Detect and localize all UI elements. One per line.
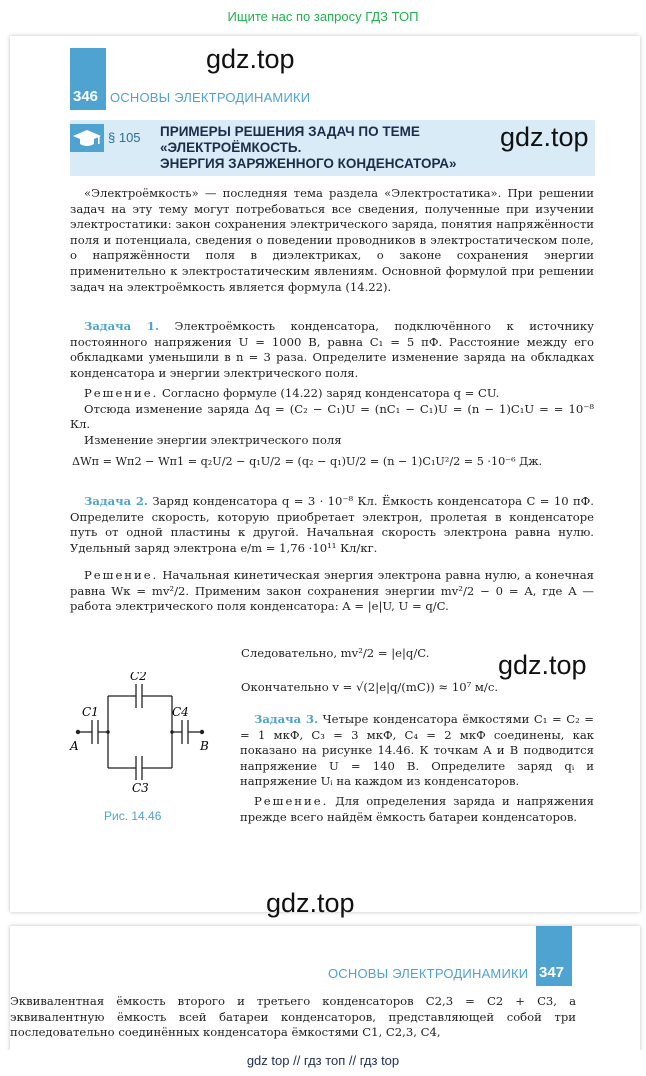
circuit-figure [68, 672, 218, 792]
task-3-label: Задача 3. [254, 712, 319, 726]
task-1-label: Задача 1. [84, 319, 160, 333]
page-347-text: Эквивалентная ёмкость второго и третьего конденсаторов C2,3 = C2 + C3, а эквивалентную ёмкость всей батареи конденсаторов, представляющей собой три последовательно соединённых конденсатора ёмкостями C1, C2,3, C4, [10, 994, 576, 1040]
section-title-line-2: «ЭЛЕКТРОЁМКОСТЬ. [160, 140, 302, 155]
watermark-4: gdz.top [266, 888, 355, 918]
watermark-3: gdz.top [498, 650, 587, 680]
section-title-line-3: ЭНЕРГИЯ ЗАРЯЖЕННОГО КОНДЕНСАТОРА» [160, 156, 457, 171]
c3-label: C3 [132, 781, 149, 792]
section-title [160, 124, 457, 172]
solution-2-consequently: Следовательно, mv²/2 = |e|q/C. [241, 646, 430, 660]
footer-links[interactable]: gdz top // гдз топ // гдз top [0, 1050, 646, 1076]
task-2-label: Задача 2. [84, 494, 148, 508]
solution-2-label: Решение. [84, 568, 159, 582]
task-3-text: Четыре конденсатора ёмкостями C₁ = C₂ = = 1 мкФ, C₃ = 3 мкФ, C₄ = 2 мкФ соединены, как показано на рисунке 14.46. К точкам A и B подводится напряжение U = 140 В. Определите заряд qᵢ и напряжение Uᵢ на каждом из конденсаторов. [240, 712, 594, 789]
section-number: § 105 [108, 130, 141, 145]
task-1 [70, 319, 594, 381]
page-347 [10, 926, 640, 1056]
solution-2-text: Начальная кинетическая энергия электрона равна нулю, а конечная равна Wк = mv²/2. Применим закон сохранения энергии mv²/2 − 0 = A, где A — работа электрического поля конденсатора: A = |e|U, U = q/C. [70, 568, 594, 614]
solution-1-line-3: Изменение энергии электрического поля [84, 432, 342, 447]
solution-1-line-2: Отсюда изменение заряда Δq = (C₂ − C₁)U = (nC₁ − C₁)U = (n − 1)C₁U = = 10⁻⁸ Кл. [70, 401, 594, 432]
point-b-label: B [200, 739, 209, 753]
running-head: ОСНОВЫ ЭЛЕКТРОДИНАМИКИ [110, 90, 311, 105]
graduation-cap-icon [70, 124, 104, 152]
page-number: 346 [73, 88, 99, 105]
c4-label: C4 [172, 705, 189, 719]
figure-caption: Рис. 14.46 [104, 809, 162, 823]
solution-3 [240, 794, 594, 825]
task-2 [70, 494, 594, 556]
solution-3-label: Решение. [254, 794, 329, 808]
solution-2-final: Окончательно v = √(2|e|q/(mC)) ≈ 10⁷ м/с. [241, 680, 499, 694]
watermark-2: gdz.top [500, 122, 589, 152]
watermark-1: gdz.top [206, 44, 295, 74]
point-a-label: A [70, 739, 79, 753]
c1-label: C1 [82, 705, 99, 719]
top-banner[interactable]: Ищите нас по запросу ГДЗ ТОП [227, 9, 419, 24]
page-number-347: 347 [539, 964, 565, 981]
intro-paragraph: «Электроёмкость» — последняя тема раздела «Электростатика». При решении задач на эту тему могут потребоваться все сведения, полученные при изучении электростатики: закон сохранения электрического заряда, понятия напряжённости поля и потенциала, сведения о поведении проводников в электростатическом поле, о напряжённости поля в диэлектриках, о законе сохранения энергии применительно к электростатическим явлениям. Основной формулой при решении задач на электроёмкость является формула (14.22). [70, 186, 594, 294]
solution-1-label: Решение. [84, 386, 159, 400]
task-2-text: Заряд конденсатора q = 3 · 10⁻⁸ Кл. Ёмкость конденсатора C = 10 пФ. Определите скорость, которую приобретает электрон, пролетая в конденсаторе путь от одной пластины к другой. Начальная скорость электрона равна нулю. Удельный заряд электрона e/m = 1,76 ·10¹¹ Кл/кг. [70, 494, 594, 555]
task-1-text: Электроёмкость конденсатора, подключённого к источнику постоянного напряжения U = 1000 В, равна C₁ = 5 пФ. Расстояние между его обкладками уменьшили в n = 3 раза. Определите изменение заряда на обкладках конденсатора и энергии электрического поля. [70, 319, 595, 380]
solution-1 [70, 386, 594, 448]
solution-3-text: Для определения заряда и напряжения прежде всего найдём ёмкость батареи конденсаторов. [240, 794, 594, 824]
solution-1-line-1: Согласно формуле (14.22) заряд конденсатора q = CU. [162, 386, 500, 400]
running-head-347: ОСНОВЫ ЭЛЕКТРОДИНАМИКИ [328, 966, 529, 981]
solution-1-formula: ΔWп = Wп2 − Wп1 = q₂U/2 − q₁U/2 = (q₂ − q₁)U/2 = (n − 1)C₁U²/2 = 5 ·10⁻⁶ Дж. [72, 455, 543, 468]
solution-2 [70, 568, 594, 615]
section-title-line-1: ПРИМЕРЫ РЕШЕНИЯ ЗАДАЧ ПО ТЕМЕ [160, 124, 420, 139]
c2-label: C2 [130, 672, 147, 683]
task-3 [240, 712, 594, 790]
page-346 [10, 36, 640, 912]
